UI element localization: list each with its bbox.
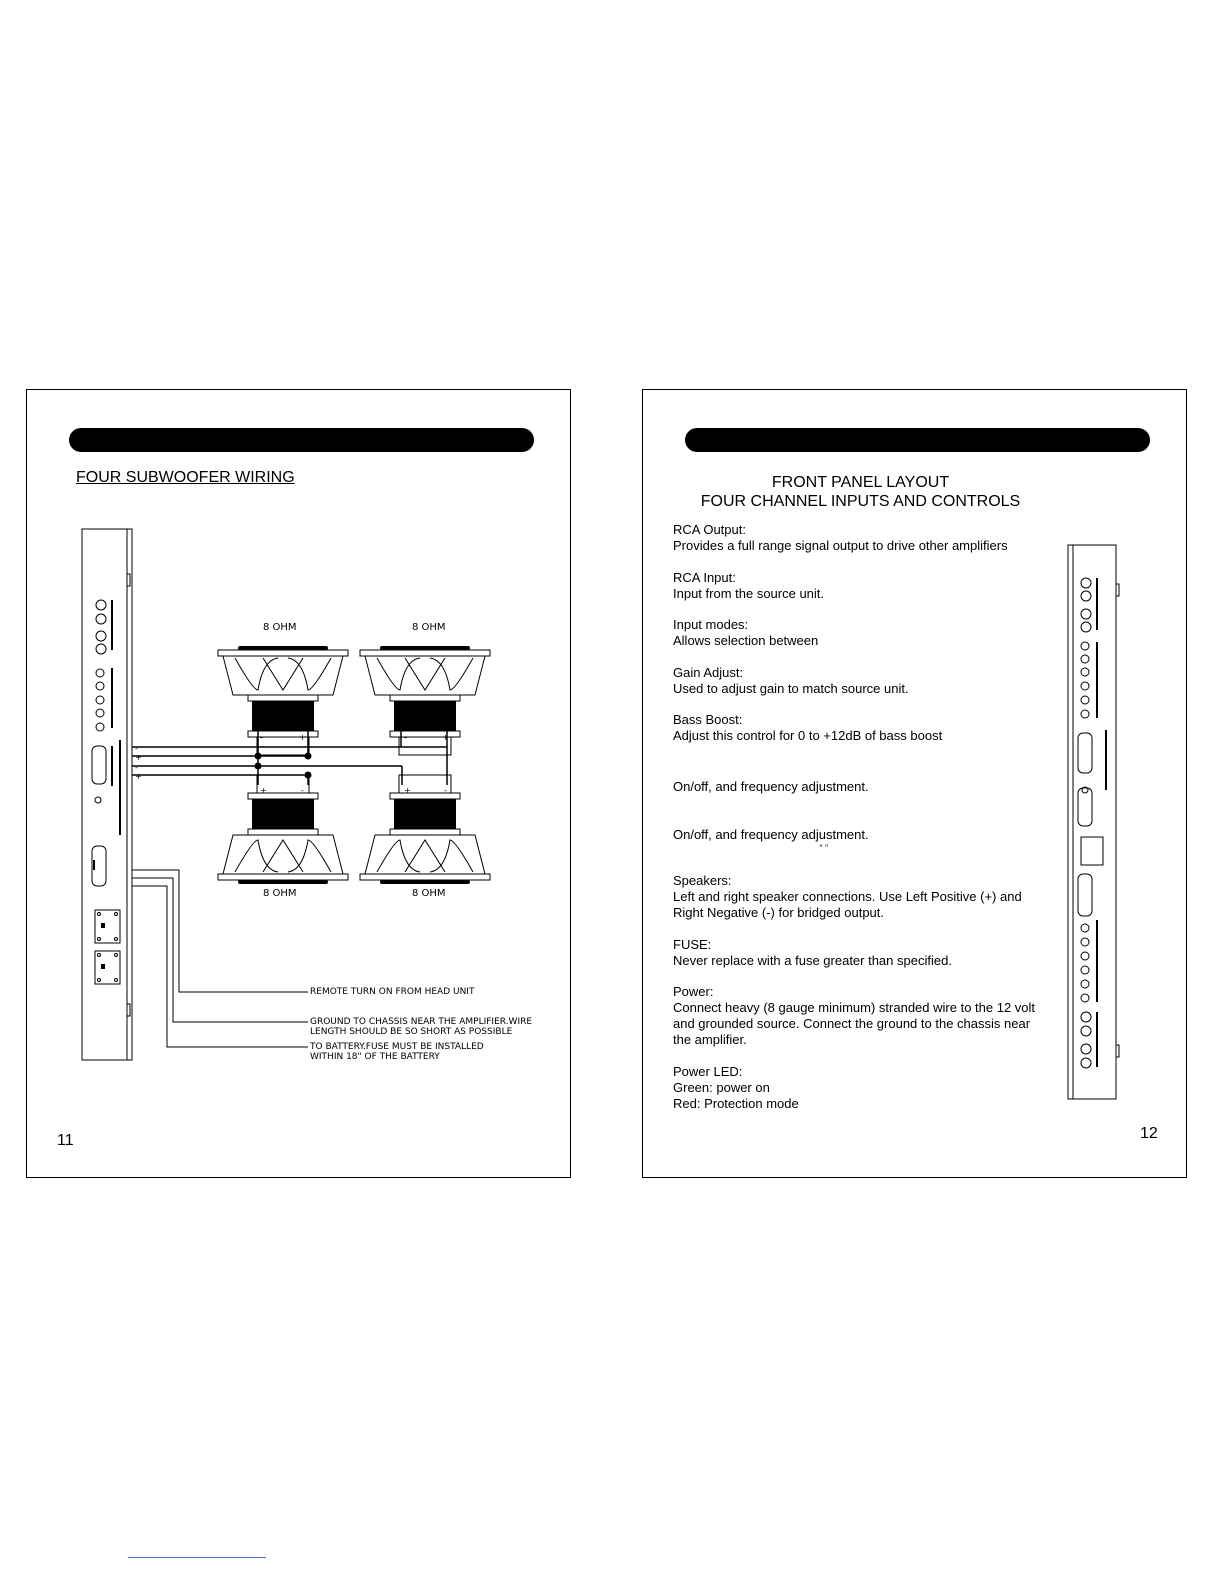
- svg-text:-: -: [135, 744, 138, 753]
- terminal-plus: +: [442, 733, 449, 742]
- callout-battery-1: TO BATTERY.FUSE MUST BE INSTALLED: [310, 1042, 484, 1052]
- page-title-line1: FRONT PANEL LAYOUT: [771, 474, 950, 491]
- item-line: the amplifier.: [673, 1032, 747, 1047]
- item-heading: Input modes:: [673, 617, 749, 632]
- terminal-plus: +: [404, 786, 411, 795]
- page-title-line2: FOUR CHANNEL INPUTS AND CONTROLS: [700, 493, 1021, 510]
- item-line: Red: Protection mode: [673, 1096, 799, 1111]
- callout-ground-2: LENGTH SHOULD BE SO SHORT AS POSSIBLE: [310, 1027, 513, 1037]
- item-line: Input from the source unit.: [673, 586, 825, 601]
- item-line: On/off, and frequency adjustment.: [673, 779, 869, 794]
- section-title: FOUR SUBWOOFER WIRING: [76, 469, 295, 486]
- item-heading: RCA Input:: [673, 570, 736, 585]
- callout-ground-1: GROUND TO CHASSIS NEAR THE AMPLIFIER.WIRE: [310, 1017, 533, 1027]
- subwoofer-bottom-left: [218, 775, 348, 884]
- subwoofer-top-left: [218, 646, 348, 755]
- subwoofer-top-right: [360, 646, 490, 755]
- svg-text:+: +: [135, 753, 142, 762]
- item-line: On/off, and frequency adjustment.: [673, 827, 869, 842]
- item-line: Connect heavy (8 gauge minimum) stranded wire to the 12 volt: [673, 1000, 1036, 1015]
- speaker-label-bottom-right: 8 OHM: [412, 888, 446, 899]
- footer-link-underline: [128, 1557, 266, 1558]
- manual-page-right: [642, 389, 1187, 1178]
- svg-text:-: -: [135, 763, 138, 772]
- subwoofer-speakers: [27, 390, 572, 1179]
- item-line: Green: power on: [673, 1080, 770, 1095]
- speaker-label-bottom-left: 8 OHM: [263, 888, 297, 899]
- item-line: Used to adjust gain to match source unit.: [673, 681, 909, 696]
- item-line: Adjust this control for 0 to +12dB of bass boost: [673, 728, 943, 743]
- item-heading: RCA Output:: [673, 522, 746, 537]
- item-heading: Power LED:: [673, 1064, 743, 1079]
- callout-remote: REMOTE TURN ON FROM HEAD UNIT: [310, 987, 475, 997]
- item-line: and grounded source. Connect the ground to the chassis near: [673, 1016, 1031, 1031]
- front-panel-amplifier-diagram: [643, 390, 1188, 1179]
- item-heading: FUSE:: [673, 937, 712, 952]
- stray-quotes: “ ”: [819, 843, 828, 853]
- svg-text:+: +: [135, 772, 142, 781]
- speaker-label-top-left: 8 OHM: [263, 622, 297, 633]
- terminal-minus: -: [404, 733, 407, 742]
- subwoofer-bottom-right: [360, 775, 490, 884]
- page-number: 12: [1140, 1125, 1158, 1142]
- item-heading: Power:: [673, 984, 714, 999]
- terminal-plus: +: [299, 733, 306, 742]
- item-line: Provides a full range signal output to drive other amplifiers: [673, 538, 1008, 553]
- item-line: Never replace with a fuse greater than specified.: [673, 953, 952, 968]
- item-line: Right Negative (-) for bridged output.: [673, 905, 884, 920]
- item-line: Allows selection between: [673, 633, 819, 648]
- terminal-minus: -: [444, 786, 447, 795]
- speaker-label-top-right: 8 OHM: [412, 622, 446, 633]
- terminal-minus: -: [301, 786, 304, 795]
- manual-page-left: [26, 389, 571, 1178]
- page-number: 11: [57, 1132, 74, 1149]
- item-heading: Speakers:: [673, 873, 732, 888]
- terminal-plus: +: [260, 786, 267, 795]
- terminal-minus: -: [260, 733, 263, 742]
- item-heading: Gain Adjust:: [673, 665, 744, 680]
- callout-battery-2: WITHIN 18" OF THE BATTERY: [310, 1052, 440, 1062]
- item-heading: Bass Boost:: [673, 712, 743, 727]
- item-line: Left and right speaker connections. Use Left Positive (+) and: [673, 889, 1022, 904]
